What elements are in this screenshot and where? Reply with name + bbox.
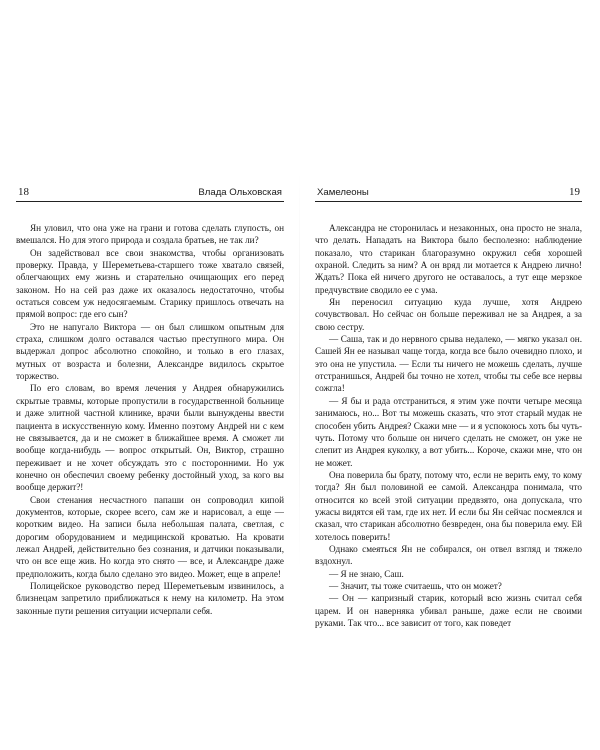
paragraph: — Значит, ты тоже считаешь, что он может? bbox=[329, 580, 502, 591]
paragraph: — Я бы и рада отстраниться, я этим уже почти четыре месяца занимаюсь, но... Вот ты можешь сказать, что этот старый мудак не способен убить Андрея? Скажи мне — и я успокоюсь хоть бы чуть-чуть. Потому что больше он ничего сделать не сможет, он уже не слепит из Андрея куколку, а вот убить... Короче, скажи мне, что он не может. bbox=[315, 395, 582, 468]
paragraph: По его словам, во время лечения у Андрея обнаружились скрытые травмы, которые пропустили в государственной больнице и даже элитной частной клинике, врачи были вынуждены ввести пациента в искусственную кому. Именно поэтому Андрей ни с кем не связывается, да и не сможет в ближайшее время. А сможет ли вообще когда-нибудь — вопрос открытый. Он, Виктор, страшно переживает и не хочет обсуждать это с посторонними. Но уж конечно он обеспечил своему ребенку достойный уход, за кого вы вообще держит?! bbox=[16, 383, 284, 493]
paragraph: Ян уловил, что она уже на грани и готова сделать глупость, он вмешался. Но для этого природа и создала братьев, не так ли? bbox=[16, 223, 284, 246]
paragraph: Александра не сторонилась и незаконных, она просто не знала, что делать. Нападать на Виктора было бесполезно: наблюдение показало, что старикан благоразумно окружил себя хорошей охраной. Следить за ним? А он вряд ли мотается к Андрею лично! Ждать? Пока ей ничего другого не оставалось, а тут еще мерзкое предчувствие сводило ее с ума. bbox=[315, 223, 582, 295]
left-running-title: Влада Ольховская bbox=[198, 187, 282, 198]
left-page bbox=[16, 186, 284, 617]
page-gutter-shadow bbox=[299, 170, 300, 570]
right-page bbox=[315, 186, 582, 629]
paragraph: — Саша, так и до нервного срыва недалеко, — мягко указал он. Сашей Ян ее называл чаще тогда, когда все было очевидно плохо, и это она не упустила. — Если ты ничего не можешь сделать, лучше отстранишься, Андрей бы точно не хотел, чтобы ты себе все нервы сожгла! bbox=[315, 334, 582, 394]
paragraph: Он задействовал все свои знакомства, чтобы организовать проверку. Правда, у Шереметьева-старшего тоже хватало связей, облегчающих ему жизнь и старательно очищающих его перед законом. Но на сей раз даже их оказалось недостаточно, чтобы остаться совсем уж недосягаемым. Старику пришлось отвечать на прямой вопрос: где его сын? bbox=[16, 247, 284, 320]
right-running-title: Хамелеоны bbox=[317, 187, 369, 198]
paragraph: — Я не знаю, Саш. bbox=[329, 568, 404, 579]
right-page-body bbox=[315, 222, 582, 629]
paragraph: Свои стенания несчастного папаши он сопроводил кипой документов, которые, скорее всего, сам же и нарисовал, а еще — коротким видео. На записи была небольшая палата, светлая, с дорогим оборудованием и медицинской кроватью. На кровати лежал Андрей, действительно без сознания, и датчики показывали, что он все еще жив. Но когда это снято — все, и Александре даже предположить, когда было сделано это видео. Может, еще в апреле! bbox=[16, 494, 284, 579]
paragraph: Полицейское руководство перед Шереметьевым извинилось, а близнецам запретило приближаться к нему на километр. На этом законные пути решения ситуации исчерпали себя. bbox=[16, 580, 284, 616]
paragraph: Ян переносил ситуацию куда лучше, хотя Андрею сочувствовал. Но сейчас он больше переживал не за Андрея, а за свою сестру. bbox=[315, 297, 582, 332]
left-page-body bbox=[16, 222, 284, 617]
right-page-header bbox=[315, 186, 582, 202]
paragraph: Однако смеяться Ян не собирался, он отвел взгляд и тяжело вздохнул. bbox=[315, 543, 582, 567]
paragraph: Она поверила бы брату, потому что, если не верить ему, то кому тогда? Ян был половиной ее самой. Александра понимала, что относится ко всей этой ситуации предвзято, она допускала, что ужасы видятся ей там, где их нет. И если бы Ян сейчас посмеялся и сказал, что старикан абсолютно безвреден, она бы поверила ему. Ей хотелось поверить! bbox=[315, 469, 582, 542]
right-page-number: 19 bbox=[569, 186, 580, 198]
paragraph: — Он — капризный старик, который всю жизнь считал себя царем. И он наверняка убивал раньше, даже если не своими руками. Так что... все зависит от того, как поведет bbox=[315, 593, 582, 628]
paragraph: Это не напугало Виктора — он был слишком опытным для страха, слишком долго оставался частью преступного мира. Он выдержал допрос абсолютно спокойно, и только в его глазах, мутных от возраста и болезни, Александре видилось скрытое торжество. bbox=[16, 321, 284, 382]
left-page-header bbox=[16, 186, 284, 202]
left-page-number: 18 bbox=[18, 186, 29, 198]
